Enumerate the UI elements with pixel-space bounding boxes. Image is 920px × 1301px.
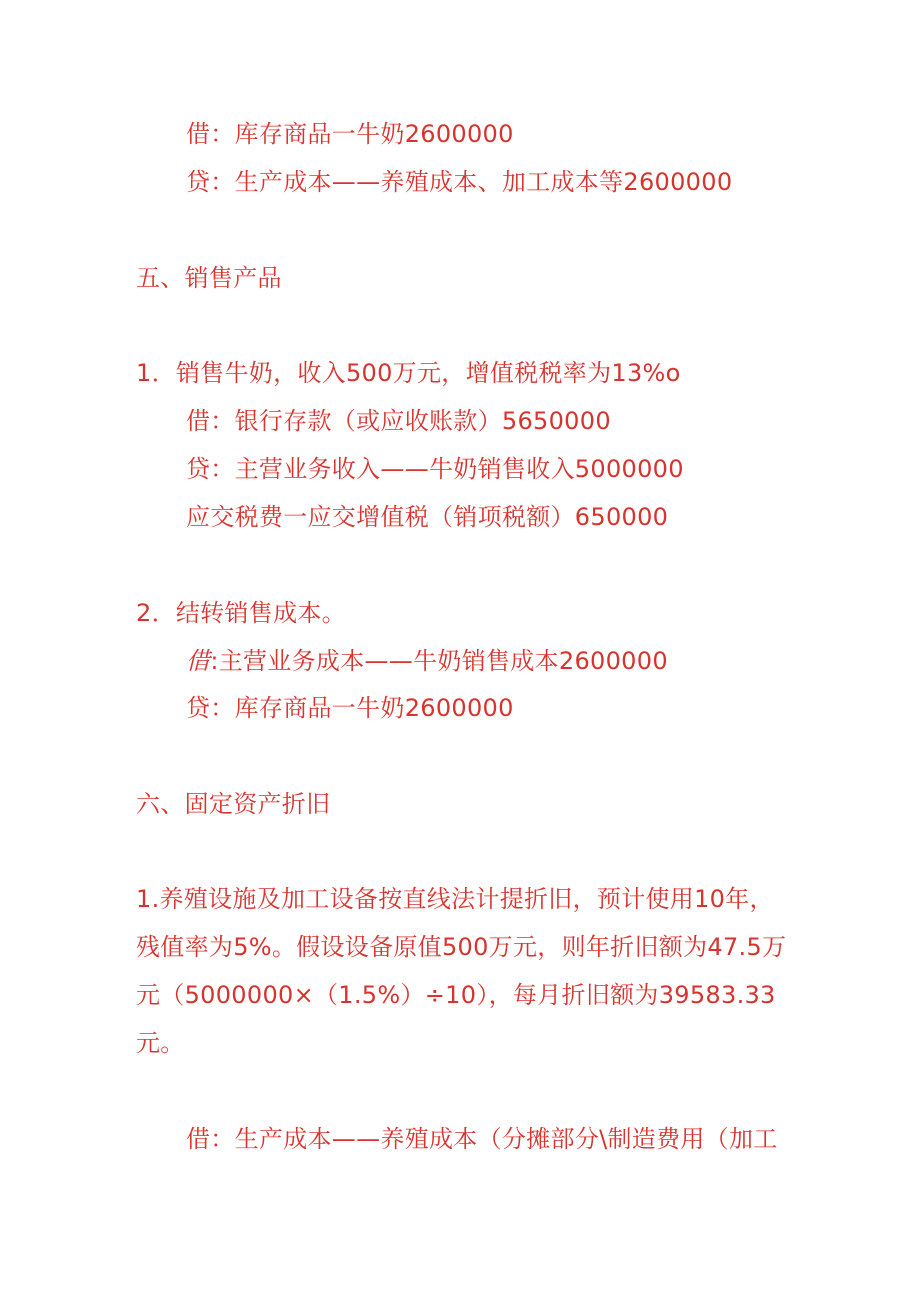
depreciation-paragraph-line-1: 1.养殖设施及加工设备按直线法计提折旧，预计使用10年，: [136, 885, 774, 913]
debit-text: :主营业务成本——牛奶销售成本2600000: [210, 647, 668, 675]
depreciation-paragraph-line-2: 残值率为5%。假设设备原值500万元，则年折旧额为47.5万: [136, 933, 787, 961]
sales-item-2: 2．结转销售成本。: [136, 599, 346, 627]
journal-entry-debit-bank-deposit: 借：银行存款（或应收账款）5650000: [186, 407, 611, 435]
journal-entry-debit-inventory: 借：库存商品一牛奶2600000: [186, 120, 514, 148]
sales-item-1: 1．销售牛奶，收入500万元，增值税税率为13%o: [136, 359, 681, 387]
journal-entry-credit-production-cost: 贷：生产成本——养殖成本、加工成本等2600000: [186, 168, 733, 196]
section-heading-sales: 五、销售产品: [136, 264, 282, 292]
journal-entry-credit-inventory: 贷：库存商品一牛奶2600000: [186, 694, 514, 722]
journal-entry-credit-vat-payable: 应交税费一应交增值税（销项税额）650000: [186, 503, 669, 531]
depreciation-paragraph-line-3: 元（5000000×（1.5%）÷10），每月折旧额为39583.33: [136, 981, 776, 1009]
journal-entry-debit-main-cost: [186, 645, 668, 677]
journal-entry-debit-production-cost: 借：生产成本——养殖成本（分摊部分\制造费用（加工: [186, 1125, 778, 1153]
debit-label: 借: [186, 647, 211, 675]
journal-entry-credit-main-revenue: 贷：主营业务收入——牛奶销售收入5000000: [186, 455, 684, 483]
section-heading-depreciation: 六、固定资产折旧: [136, 790, 331, 818]
depreciation-paragraph-line-4: 元。: [136, 1029, 185, 1057]
